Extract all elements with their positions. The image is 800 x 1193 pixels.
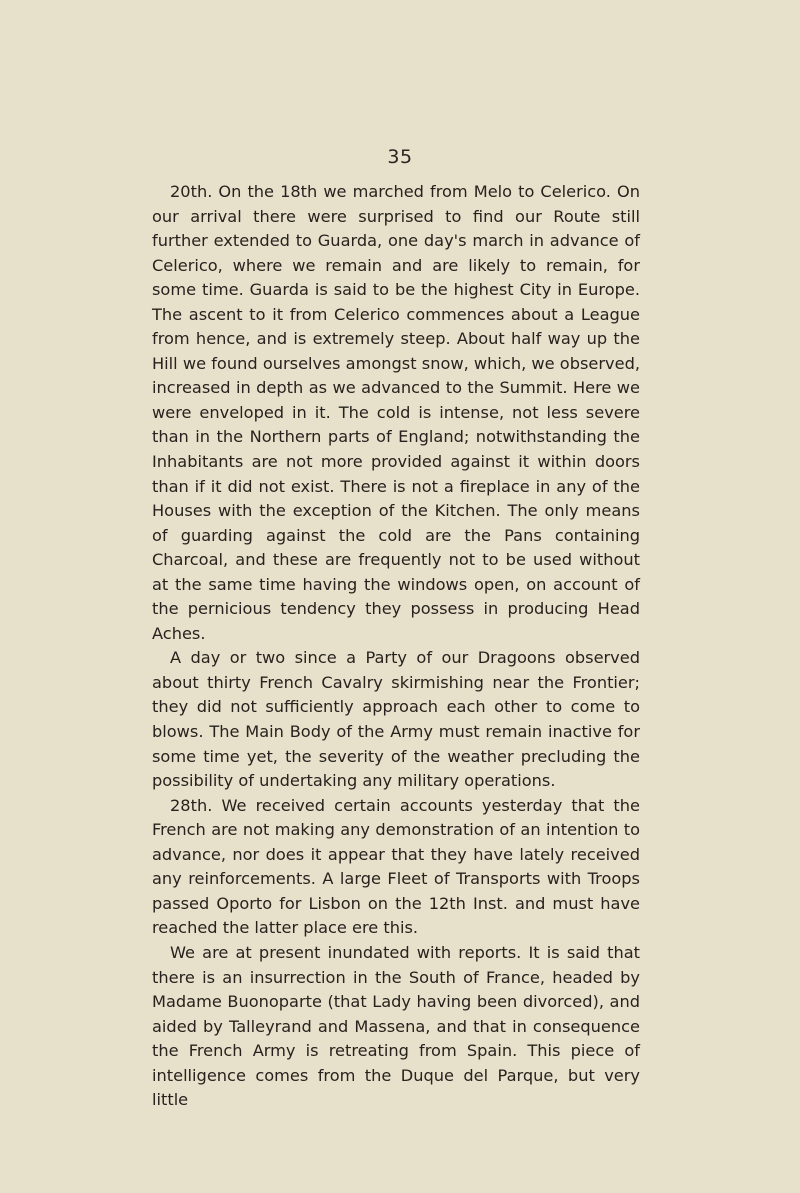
paragraph-1: 20th. On the 18th we marched from Melo to Celerico. On our arrival there were surprised to find our Route still further extended to Guarda, one day's march in advance of Celerico, where we remain and are likely to remain, for some time. Guarda is said to be the highest City in Europe. The ascent to it from Celerico commences about a League from hence, and is extremely steep. About half way up the Hill we found ourselves amongst snow, which, we observed, increased in depth as we advanced to the Summit. Here we were enveloped in it. The cold is intense, not less severe than in the Northern parts of England; notwithstanding the Inhabitants are not more provided against it within doors than if it did not exist. There is not a fireplace in any of the Houses with the exception of the Kitchen. The only means of guarding against the cold are the Pans containing Charcoal, and these are frequently not to be used without at the same time having the windows open, on account of the pernicious tendency they possess in producing Head Aches. xyxy=(152,182,640,643)
page-number: 35 xyxy=(387,146,413,168)
paragraph-3: 28th. We received certain accounts yesterday that the French are not making any demonstration of an intention to advance, nor does it appear that they have lately received any reinforcements. A large Fleet of Transports with Troops passed Oporto for Lisbon on the 12th Inst. and must have reached the latter place ere this. xyxy=(152,795,640,938)
body-text xyxy=(152,180,640,1113)
paragraph-4: We are at present inundated with reports. It is said that there is an insurrection in the South of France, headed by Madame Buonoparte (that Lady having been divorced), and aided by Talleyrand and Massena, and that in consequence the French Army is retreating from Spain. This piece of intelligence comes from the Duque del Parque, but very little xyxy=(152,942,640,1110)
paragraph-2: A day or two since a Party of our Dragoons observed about thirty French Cavalry skirmishing near the Frontier; they did not sufficiently approach each other to come to blows. The Main Body of the Army must remain inactive for some time yet, the severity of the weather precluding the possibility of undertaking any military operations. xyxy=(152,648,640,791)
